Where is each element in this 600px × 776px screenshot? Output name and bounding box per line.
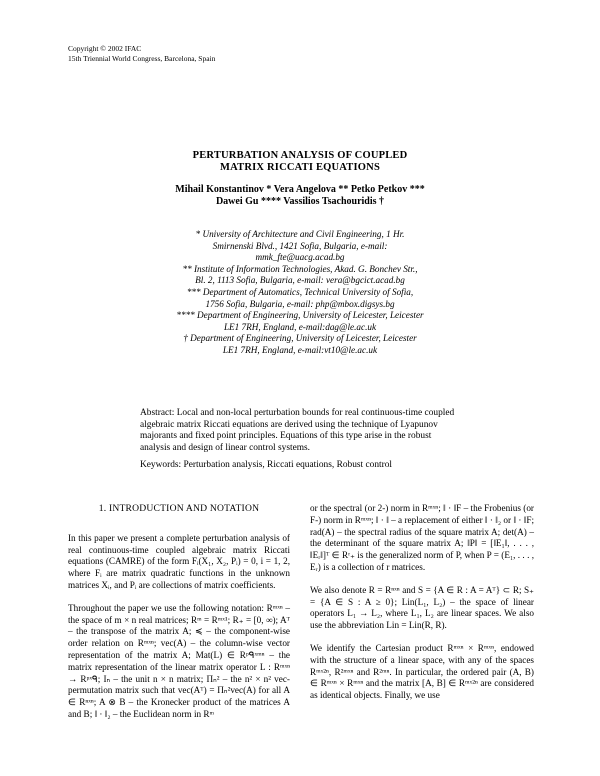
paragraph: We also denote R = Rⁿˣⁿ and S = {A ∈ R : A = Aᵀ} ⊂ R; S₊ = {A ∈ S : A ≥ 0}; Lin(L₁, L₂) – the space of linear operators L₁ → L₂, where L₁, L₂ are linear spaces. We also use the abbreviation Lin = Lin(R, R). xyxy=(310,584,534,631)
abstract: Abstract: Local and non-local perturbation bounds for real continuous-time coupled algebraic matrix Riccati equations are derived using the technique of Lyapunov majorants and fixed point principles. Equations of this type arise in the robust analysis and design of linear control systems. xyxy=(140,408,455,453)
copyright-block xyxy=(68,44,215,64)
affiliation-line: ** Institute of Information Technologies, Akad. G. Bonchev Str., xyxy=(182,263,418,274)
title-line-1: PERTURBATION ANALYSIS OF COUPLED xyxy=(192,150,408,161)
paragraph: or the spectral (or 2-) norm in Rᵐˣⁿ; ‖ · ‖F – the Frobenius (or F-) norm in Rᵐˣⁿ; ‖ · ‖ – a replacement of either ‖ · ‖₂ or ‖ · ‖F; rad(A) – the spectral radius of the square matrix A; det(A) – the determinant of the square matrix A; ‖P‖ = [‖E₁‖, . . . , ‖Eᵣ‖]ᵀ ∈ Rʳ₊ is the generalized norm of P, when P = (E₁, . . . , Eᵣ) is a collection of r matrices. xyxy=(310,503,534,572)
section-heading: 1. INTRODUCTION AND NOTATION xyxy=(98,503,260,514)
affiliation-line: *** Department of Automatics, Technical University of Sofia, xyxy=(186,286,414,297)
authors-line-2: Dawei Gu **** Vassilios Tsachouridis † xyxy=(215,196,385,207)
affiliation-line: † Department of Engineering, University of Leicester, Leicester xyxy=(183,333,417,344)
affiliation-line: **** Department of Engineering, University of Leicester, Leicester xyxy=(176,310,424,321)
right-column xyxy=(310,503,534,702)
affiliation-line: LE1 7RH, England, e-mail:dag@le.ac.uk xyxy=(223,321,377,332)
authors-line-1: Mihail Konstantinov * Vera Angelova ** Petko Petkov *** xyxy=(175,184,425,195)
affiliation-line: Bl. 2, 1113 Sofia, Bulgaria, e-mail: vera@bgcict.acad.bg xyxy=(195,275,405,286)
paragraph: Throughout the paper we use the following notation: Rᵐˣⁿ – the space of m × n real matrices; Rᵐ = Rᵐˣ¹; R₊ = [0, ∞); Aᵀ – the transpose of the matrix A; ≼ – the component-wise order relation on Rᵐˣⁿ; vec(A) – the column-wise vector representation of the matrix A; Mat(L) ∈ Rᵖᑫˣᵐⁿ – the matrix representation of the linear matrix operator L : Rᵐˣⁿ → Rᵖˣᑫ; Iₙ – the unit n × n matrix; Πₙ² – the n² × n² vec-permutation matrix such that vec(Aᵀ) = Πₙ²vec(A) for all A ∈ Rⁿˣⁿ; A ⊗ B – the Kronecker product of the matrices A and B; ‖ · ‖₂ – the Euclidean norm in Rᵐ xyxy=(68,602,290,719)
title-line-2: MATRIX RICCATI EQUATIONS xyxy=(220,162,380,173)
keywords: Keywords: Perturbation analysis, Riccati equations, Robust control xyxy=(140,460,393,470)
affiliation-line: Smirnenski Blvd., 1421 Sofia, Bulgaria, e-mail: xyxy=(212,240,388,251)
paper-title xyxy=(0,150,600,174)
author-list xyxy=(0,184,600,208)
affiliations xyxy=(0,229,600,357)
copyright-line: Copyright © 2002 IFAC xyxy=(68,44,142,53)
affiliation-line: 1756 Sofia, Bulgaria, e-mail: php@mbox.digsys.bg xyxy=(205,298,395,309)
venue-line: 15th Triennial World Congress, Barcelona, Spain xyxy=(68,54,216,63)
affiliation-line: mmk_fte@uacg.acad.bg xyxy=(255,252,345,263)
paragraph: In this paper we present a complete perturbation analysis of real continuous-time coupled algebraic matrix Riccati equations (CAMRE) of the form Fᵢ(X₁, X₂, Pᵢ) = 0, i = 1, 2, where Fᵢ are matrix quadratic functions in the unknown matrices Xᵢ, and Pᵢ are collections of matrix coefficients. xyxy=(68,532,290,590)
paragraph: We identify the Cartesian product Rᵐˣⁿ × Rᵐˣⁿ, endowed with the structure of a linear space, with any of the spaces Rᵐˣ²ⁿ, R²ᵐˣⁿ and R²ᵐⁿ. In particular, the ordered pair (A, B) ∈ Rᵐˣⁿ × Rᵐˣⁿ and the matrix [A, B] ∈ Rᵐˣ²ⁿ are considered as identical objects. Finally, we use xyxy=(310,642,534,701)
affiliation-line: * University of Architecture and Civil Engineering, 1 Hr. xyxy=(195,229,405,239)
left-column xyxy=(68,503,290,721)
affiliation-line: LE1 7RH, England, e-mail:vt10@le.ac.uk xyxy=(222,344,378,355)
